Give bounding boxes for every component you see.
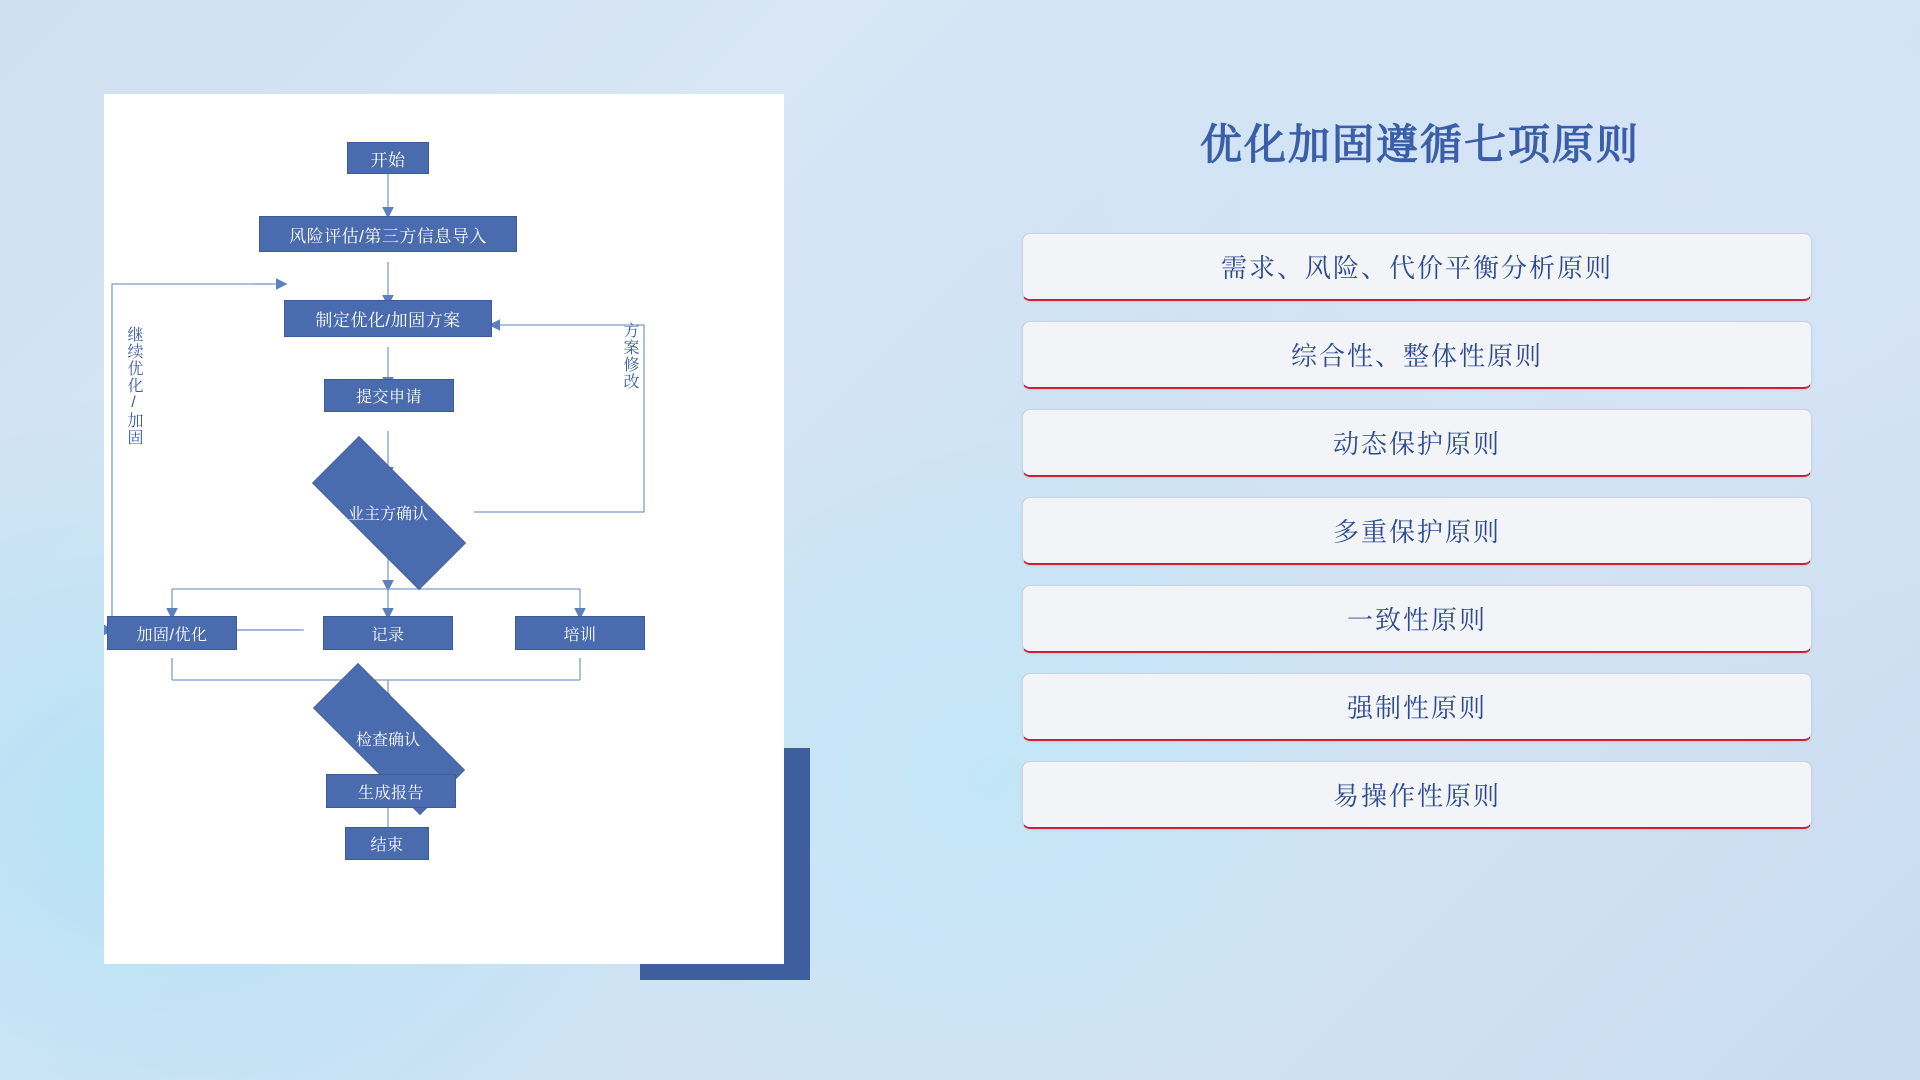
flow-node-training[interactable] — [515, 616, 645, 650]
flow-node-label: 培训 — [563, 626, 597, 644]
principle-item[interactable] — [1022, 321, 1812, 389]
flow-node-plan[interactable] — [284, 300, 492, 337]
flow-node-check-confirm[interactable] — [282, 694, 494, 782]
flow-node-label: 业主方确认 — [347, 505, 428, 523]
principle-label: 动态保护原则 — [1332, 429, 1501, 459]
principle-item[interactable] — [1022, 409, 1812, 477]
principle-item[interactable] — [1022, 585, 1812, 653]
principle-label: 需求、风险、代价平衡分析原则 — [1220, 253, 1613, 283]
principle-label: 强制性原则 — [1346, 693, 1487, 723]
principle-item[interactable] — [1022, 673, 1812, 741]
flow-edge-label-left — [124, 326, 143, 466]
flow-node-record[interactable] — [323, 616, 453, 650]
flow-node-label: 提交申请 — [355, 389, 422, 406]
page-title: 优化加固遵循七项原则 — [1199, 121, 1640, 168]
flow-node-label: 开始 — [370, 150, 406, 170]
flow-node-start[interactable] — [347, 142, 429, 174]
principle-label: 易操作性原则 — [1332, 781, 1501, 811]
principle-label: 综合性、整体性原则 — [1290, 341, 1543, 371]
flow-node-label: 制定优化/加固方案 — [315, 311, 461, 330]
principle-item[interactable] — [1022, 497, 1812, 565]
flow-node-label: 生成报告 — [357, 784, 424, 802]
flow-node-owner-confirm[interactable] — [282, 466, 494, 558]
principles-list — [1022, 233, 1812, 849]
flowchart-diagram — [104, 94, 784, 964]
flow-node-generate-report-visible[interactable] — [326, 774, 456, 808]
principle-item[interactable] — [1022, 233, 1812, 301]
flow-node-end[interactable] — [345, 827, 429, 860]
flow-node-label: 风险评估/第三方信息导入 — [289, 226, 487, 246]
flow-edge-label-text: 继续优化/加固 — [125, 326, 142, 446]
flowchart-card — [104, 94, 784, 964]
flow-node-submit-application[interactable] — [324, 379, 454, 412]
flow-node-label: 检查确认 — [355, 731, 420, 749]
flow-node-label: 记录 — [371, 626, 405, 644]
flow-edge-label-text: 方案修改 — [621, 322, 638, 390]
principle-label: 多重保护原则 — [1332, 517, 1501, 547]
flow-node-label: 加固/优化 — [136, 626, 208, 644]
flow-edge-label-right — [620, 322, 639, 442]
flow-node-risk-assessment[interactable] — [259, 216, 517, 252]
flow-node-reinforce[interactable] — [107, 616, 237, 650]
principle-item[interactable] — [1022, 761, 1812, 829]
flow-node-label: 结束 — [370, 837, 404, 854]
principle-label: 一致性原则 — [1346, 605, 1487, 635]
